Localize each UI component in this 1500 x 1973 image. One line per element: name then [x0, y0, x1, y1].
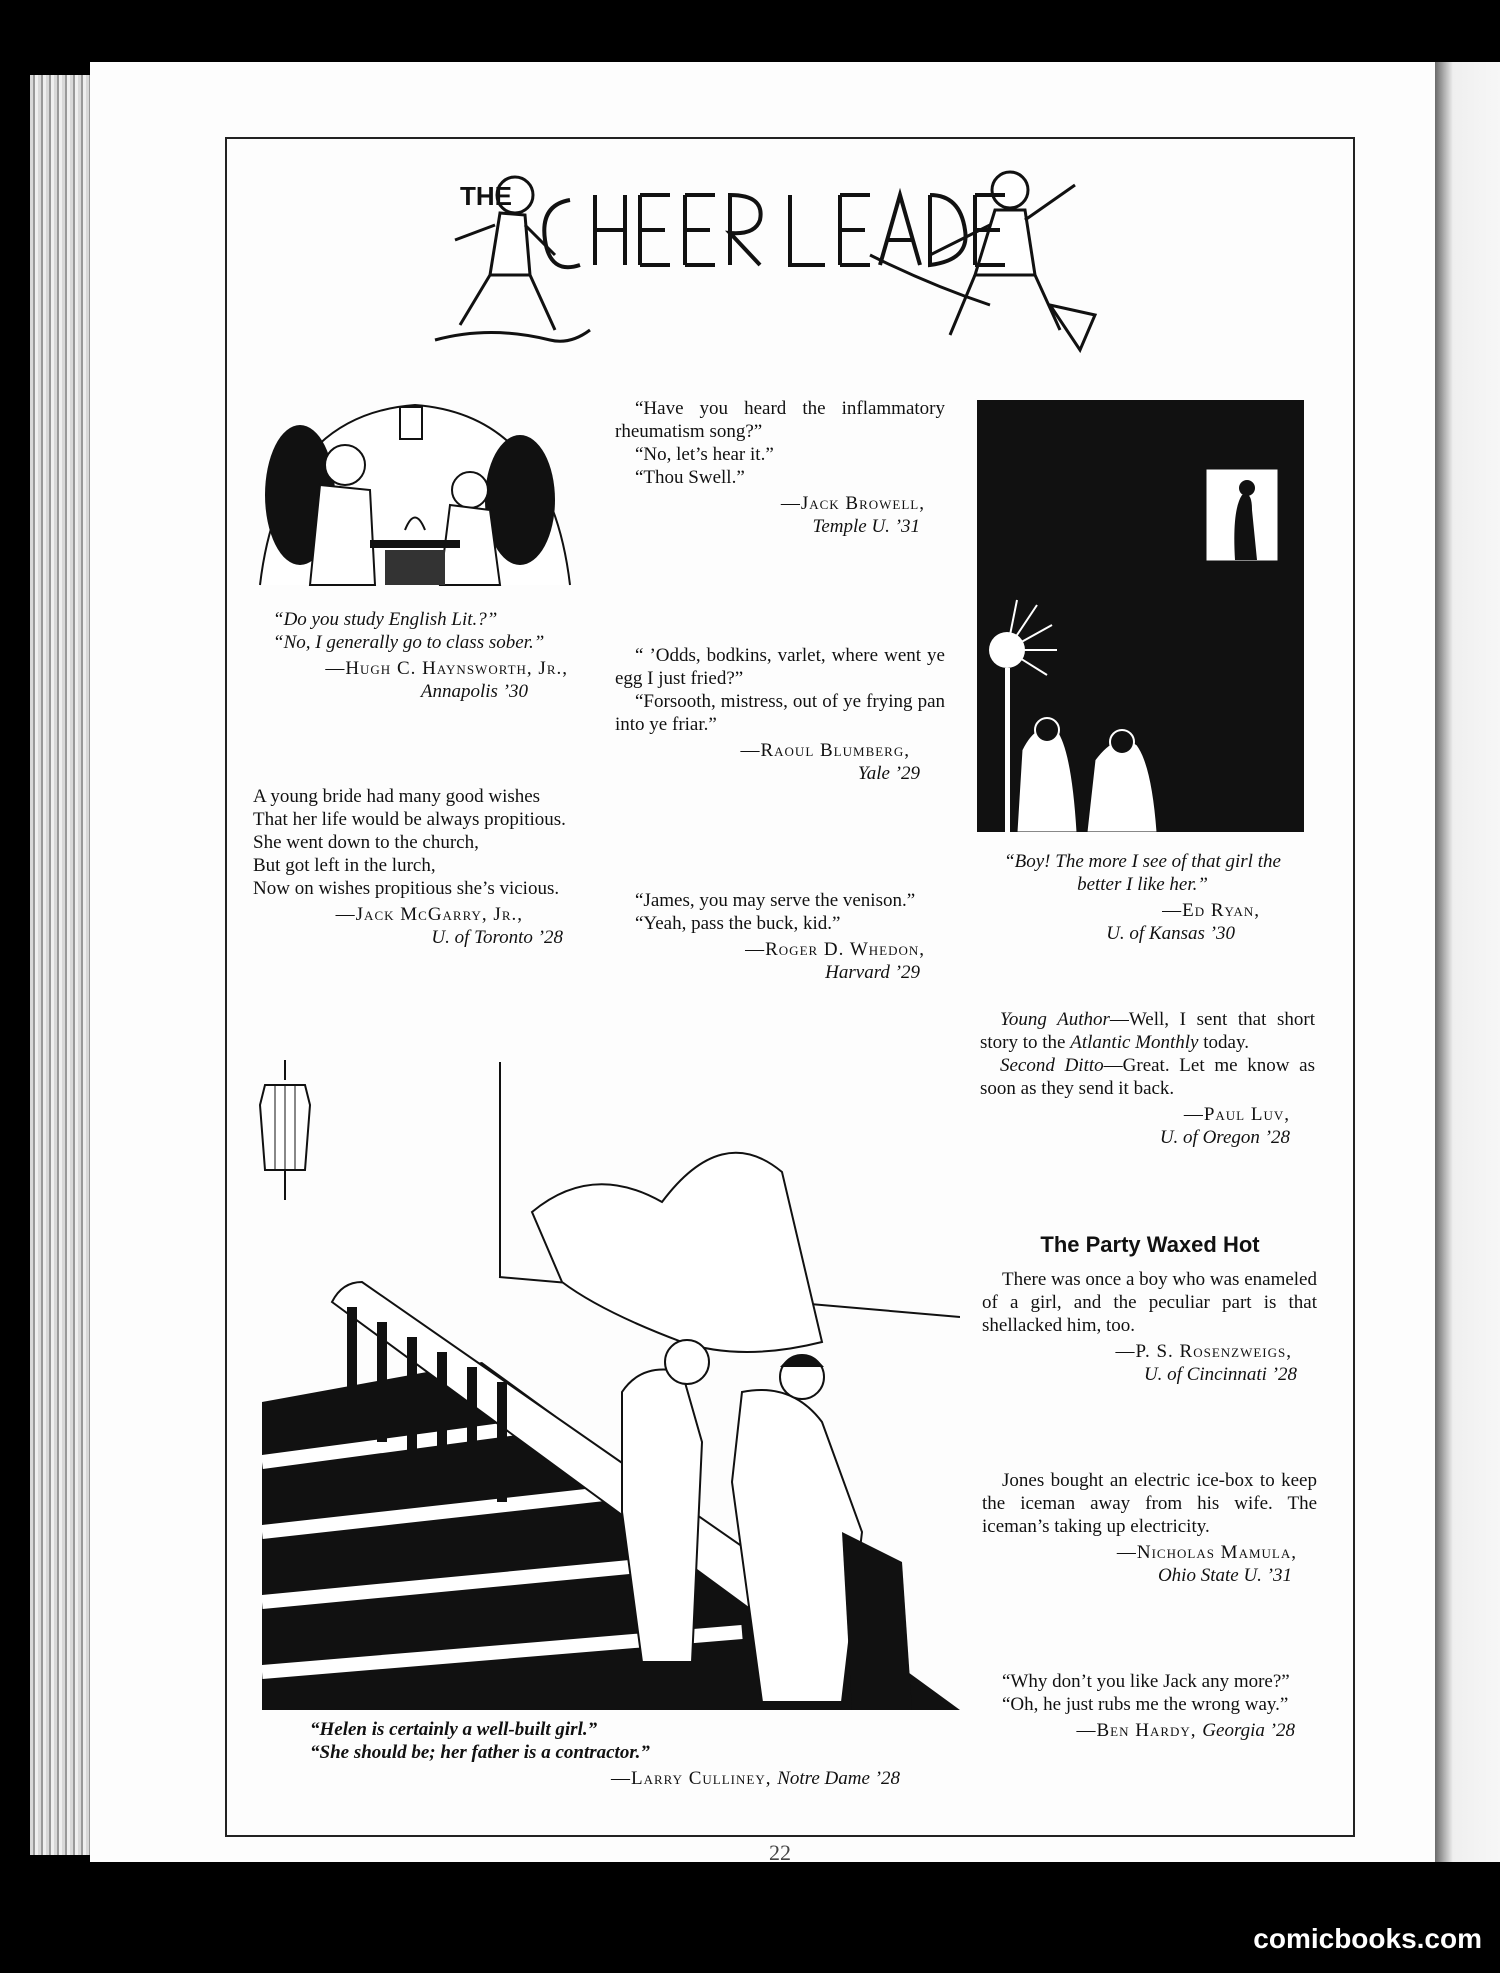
joke-icebox-attribution [982, 1541, 1317, 1587]
illustration-parlor-scene [250, 395, 580, 595]
joke-jack-author: —Ben Hardy, [1076, 1720, 1203, 1741]
joke-odds-bodkins-line2: “Forsooth, mistress, out of ye frying pan into ye friar.” [615, 691, 945, 735]
joke-helen-attribution [310, 1767, 910, 1790]
joke-young-author-author: —Paul Luv, [1183, 1104, 1290, 1125]
joke-limerick-author: —Jack McGarry, Jr., [335, 904, 523, 925]
joke-icebox-school: Ohio State U. ’31 [1157, 1565, 1292, 1586]
joke-rheumatism-line1: “Have you heard the inflammatory rheumatism song?” [615, 398, 945, 442]
joke-jack-line2: “Oh, he just rubs me the wrong way.” [1002, 1694, 1289, 1715]
joke-party-text: There was once a boy who was enameled of a girl, and the peculiar part is that shellacked him, too. [982, 1269, 1317, 1336]
limerick-line: That her life would be always propitious. [253, 809, 566, 830]
joke-odds-bodkins-line1: “ ’Odds, bodkins, varlet, where went ye egg I just fried?” [615, 645, 945, 689]
page-number: 22 [769, 1840, 791, 1865]
joke-jack-attribution [982, 1719, 1317, 1742]
joke-venison-line1: “James, you may serve the venison.” [635, 890, 916, 911]
illustration-staircase-couple [262, 1062, 960, 1710]
joke-young-author [980, 1008, 1315, 1149]
joke-limerick [253, 785, 583, 949]
joke-english-lit [253, 608, 568, 703]
joke-boy-more-attribution [985, 899, 1300, 945]
joke-party-school: U. of Cincinnati ’28 [1143, 1364, 1297, 1385]
joke-icebox-text: Jones bought an electric ice-box to keep the iceman away from his wife. The iceman’s taking up electricity. [982, 1470, 1317, 1537]
joke-party [982, 1268, 1317, 1386]
site-watermark: comicbooks.com [1253, 1923, 1482, 1954]
joke-boy-more-school: U. of Kansas ’30 [1106, 923, 1235, 944]
facing-page-edge [1435, 62, 1500, 1862]
joke-english-lit-school: Annapolis ’30 [420, 681, 528, 702]
joke-odds-bodkins-school: Yale ’29 [857, 763, 920, 784]
limerick-line: Now on wishes propitious she’s vicious. [253, 878, 560, 899]
joke-helen-author: —Larry Culliney, [610, 1768, 778, 1789]
joke-rheumatism-author: —Jack Browell, [780, 493, 925, 514]
joke-limerick-school: U. of Toronto ’28 [431, 927, 563, 948]
magazine-title: Atlantic Monthly [1070, 1032, 1199, 1053]
limerick-line: But got left in the lurch, [253, 855, 436, 876]
joke-rheumatism-school: Temple U. ’31 [812, 516, 920, 537]
joke-odds-bodkins [615, 644, 945, 785]
joke-english-lit-line1: “Do you study English Lit.?” [273, 609, 498, 630]
joke-rheumatism-line3: “Thou Swell.” [635, 467, 745, 488]
young-author-text-end: today. [1198, 1032, 1249, 1053]
joke-limerick-attribution [253, 903, 583, 949]
header-cheer-leaders-illustration [430, 165, 1110, 355]
joke-jack-school: Georgia ’28 [1202, 1720, 1295, 1741]
joke-rheumatism [615, 397, 945, 538]
joke-odds-bodkins-author: —Raoul Blumberg, [740, 740, 910, 761]
joke-boy-more-line: “Boy! The more I see of that girl the better I like her.” [1004, 851, 1281, 895]
joke-english-lit-attribution [253, 657, 568, 703]
joke-young-author-attribution [980, 1103, 1315, 1149]
joke-venison-school: Harvard ’29 [825, 962, 920, 983]
joke-party-attribution [982, 1340, 1317, 1386]
joke-helen-line1: “Helen is certainly a well-built girl.” [310, 1719, 598, 1740]
joke-jack [982, 1670, 1317, 1742]
joke-young-author-line2 [980, 1054, 1315, 1100]
joke-odds-bodkins-attribution [615, 739, 945, 785]
header-lettering: THE [460, 181, 512, 211]
joke-helen-line2: “She should be; her father is a contractor.” [310, 1742, 650, 1763]
joke-venison-attribution [615, 938, 945, 984]
limerick-line: She went down to the church, [253, 832, 479, 853]
joke-helen [310, 1718, 910, 1790]
joke-rheumatism-line2: “No, let’s hear it.” [635, 444, 774, 465]
limerick-line: A young bride had many good wishes [253, 786, 541, 807]
joke-icebox [982, 1469, 1317, 1587]
joke-boy-more-author: —Ed Ryan, [1162, 900, 1260, 921]
joke-rheumatism-attribution [615, 492, 945, 538]
joke-jack-line1: “Why don’t you like Jack any more?” [1002, 1671, 1290, 1692]
illustration-night-window [977, 400, 1304, 832]
joke-venison-author: —Roger D. Whedon, [745, 939, 925, 960]
joke-helen-school: Notre Dame ’28 [777, 1768, 900, 1789]
joke-venison-line2: “Yeah, pass the buck, kid.” [635, 913, 841, 934]
joke-party-title: The Party Waxed Hot [1040, 1232, 1260, 1257]
joke-venison [615, 889, 945, 984]
joke-young-author-line1 [980, 1008, 1315, 1054]
young-author-text: —Well, I sent that short story to the [980, 1009, 1315, 1053]
joke-english-lit-line2: “No, I generally go to class sober.” [273, 632, 545, 653]
joke-young-author-school: U. of Oregon ’28 [1159, 1127, 1290, 1148]
joke-boy-more [985, 850, 1300, 945]
joke-party-author: —P. S. Rosenzweigs, [1115, 1341, 1292, 1362]
second-ditto-text: —Great. Let me know as soon as they send it back. [980, 1055, 1315, 1099]
joke-english-lit-author: —Hugh C. Haynsworth, Jr., [325, 658, 568, 679]
speaker-young-author: Young Author [1000, 1009, 1110, 1030]
speaker-second-ditto: Second Ditto [1000, 1055, 1104, 1076]
joke-icebox-author: —Nicholas Mamula, [1116, 1542, 1297, 1563]
